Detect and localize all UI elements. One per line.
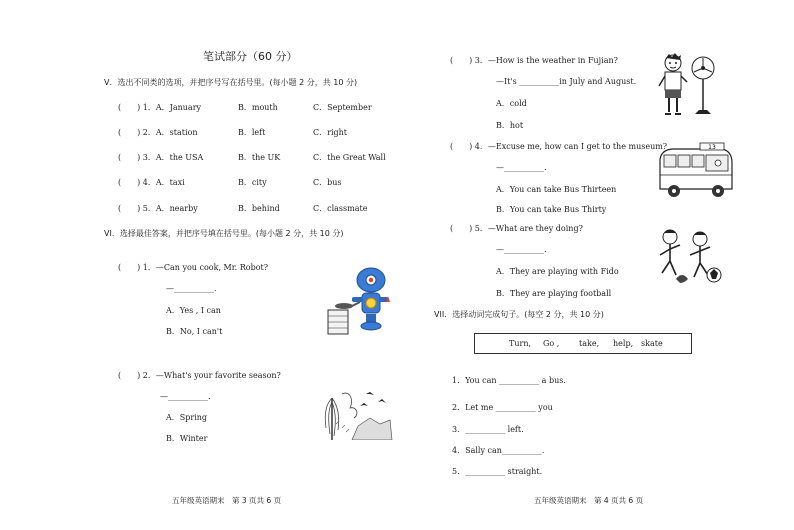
word-bank-box — [474, 333, 692, 354]
s5-q3-option-b: B．the UK — [238, 153, 281, 162]
bus-illustration — [656, 141, 736, 201]
spring-swallows-illustration — [322, 384, 394, 440]
s5-q4-option-c: C．bus — [313, 178, 342, 187]
s5-q1-option-b: B．mouth — [238, 103, 278, 112]
s6-q5-blank: —__________. — [496, 245, 547, 254]
s6-q2-option-b: B．Winter — [166, 434, 208, 443]
s5-q5-option-c: C．classmate — [313, 204, 368, 213]
s7-sentence-5: 5．__________ straight. — [452, 467, 543, 476]
s5-q1-stem: ( ) 1．A．January — [118, 103, 202, 112]
kids-playing-football-illustration — [656, 225, 724, 287]
s7-sentence-2: 2．Let me __________ you — [452, 403, 553, 412]
s6-q5-option-a: A．They are playing with Fido — [496, 267, 619, 276]
s6-q1-stem: ( ) 1．—Can you cook, Mr. Robot? — [118, 263, 269, 272]
s5-q4-stem: ( ) 4．A．taxi — [118, 178, 185, 187]
s6-q1-option-a: A．Yes , I can — [166, 306, 221, 315]
s6-q5-stem: ( ) 5．—What are they doing? — [450, 224, 583, 233]
footer-left: 五年级英语期末 第 3 页共 6 页 — [172, 496, 282, 505]
s7-sentence-4: 4．Sally can__________. — [452, 446, 545, 455]
s6-q2-stem: ( ) 2．—What's your favorite season? — [118, 371, 281, 380]
s6-q3-option-b: B．hot — [496, 121, 524, 130]
section-5-heading: V．选出不同类的选项，并把序号写在括号里。(每小题 2 分，共 10 分) — [104, 78, 358, 87]
word-bank-skate: skate — [641, 339, 663, 348]
word-bank-go: Go , — [543, 339, 560, 348]
s5-q4-option-b: B．city — [238, 178, 267, 187]
s5-q2-option-b: B．left — [238, 128, 266, 137]
s6-q3-line2: —It's __________in July and August. — [496, 77, 637, 86]
s6-q5-option-b: B．They are playing football — [496, 289, 612, 298]
s6-q1-blank: —__________. — [166, 284, 217, 293]
hot-weather-boy-fan-illustration — [657, 52, 719, 118]
s5-q5-stem: ( ) 5．A．nearby — [118, 204, 198, 213]
s5-q3-option-c: C．the Great Wall — [313, 153, 386, 162]
s5-q2-stem: ( ) 2．A．station — [118, 128, 198, 137]
s5-q2-option-c: C．right — [313, 128, 347, 137]
s6-q4-option-b: B．You can take Bus Thirty — [496, 205, 607, 214]
word-bank-turn: Turn, — [509, 339, 532, 348]
s6-q3-stem: ( ) 3．—How is the weather in Fujian? — [450, 56, 618, 65]
s5-q1-option-c: C．September — [313, 103, 372, 112]
s7-sentence-1: 1．You can __________ a bus. — [452, 376, 566, 385]
s5-q3-stem: ( ) 3．A．the USA — [118, 153, 204, 162]
section-7-heading: VII．选择动词完成句子。(每空 2 分，共 10 分) — [434, 310, 604, 319]
s6-q1-option-b: B．No, I can't — [166, 327, 223, 336]
s6-q2-option-a: A．Spring — [166, 413, 208, 422]
page-title: 笔试部分（60 分） — [203, 50, 298, 63]
section-6-heading: VI．选择最佳答案，并把序号填在括号里。(每小题 2 分，共 10 分) — [104, 229, 344, 238]
s6-q4-stem: ( ) 4．—Excuse me, how can I get to the museum? — [450, 142, 668, 151]
word-bank-help: help, — [613, 339, 634, 348]
s5-q5-option-b: B．behind — [238, 204, 280, 213]
s6-q3-option-a: A．cold — [496, 99, 527, 108]
bus-sign-number: 13 — [708, 144, 716, 151]
s6-q4-blank: —__________. — [496, 163, 547, 172]
s6-q2-blank: —__________. — [160, 392, 211, 401]
s7-sentence-3: 3．__________ left. — [452, 425, 524, 434]
word-bank-take: take, — [579, 339, 600, 348]
robot-cooking-illustration — [322, 266, 392, 338]
footer-right: 五年级英语期末 第 4 页共 6 页 — [534, 496, 644, 505]
s6-q4-option-a: A．You can take Bus Thirteen — [496, 185, 617, 194]
